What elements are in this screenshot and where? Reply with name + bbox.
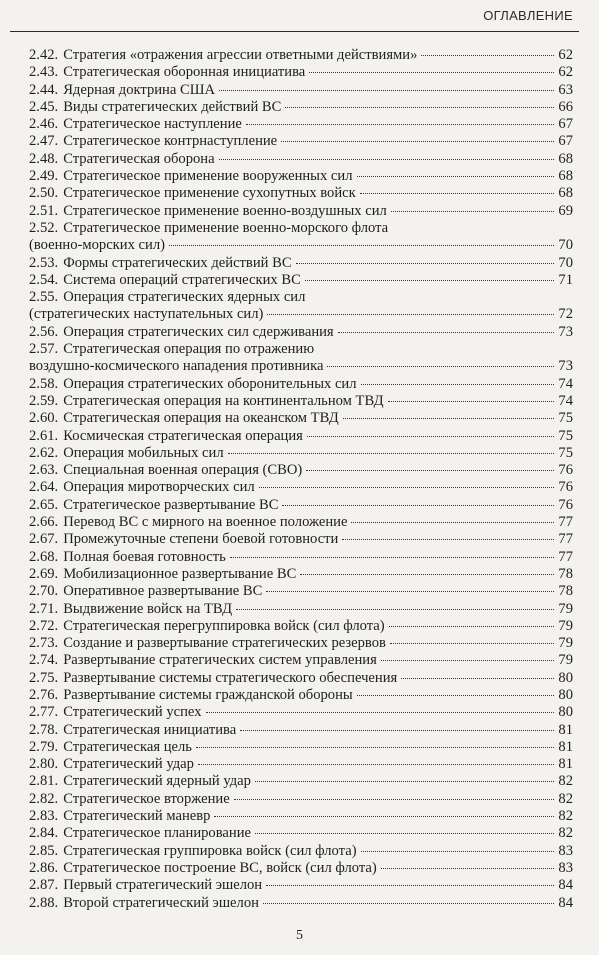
toc-entry-page: 73: [558, 323, 573, 340]
dot-leader: [357, 695, 554, 696]
toc-entry-page: 78: [558, 583, 573, 600]
toc-entry-number: 2.43.: [29, 64, 59, 81]
toc-entry-number: 2.71.: [29, 600, 59, 617]
toc-entry-number: 2.64.: [29, 479, 59, 496]
toc-entry-page: 77: [558, 548, 573, 565]
toc-entry-page: 80: [558, 686, 573, 703]
toc-entry-page: 66: [558, 98, 573, 115]
toc-entry: [29, 618, 573, 635]
dot-leader: [300, 574, 554, 575]
toc-entry: [29, 549, 573, 566]
toc-entry-title: Развертывание системы гражданской обороны: [63, 686, 353, 703]
toc-entry-title: Стратегический удар: [63, 756, 194, 773]
toc-entry-number: 2.61.: [29, 427, 59, 444]
dot-leader: [351, 522, 554, 523]
toc-entry-number: 2.45.: [29, 98, 59, 115]
toc-entry-page: 84: [558, 894, 573, 911]
dot-leader: [266, 591, 554, 592]
toc-entry-page: 78: [558, 565, 573, 582]
dot-leader: [228, 453, 554, 454]
toc-entry-title: Операция стратегических ядерных сил: [63, 289, 306, 306]
toc-entry-number: 2.54.: [29, 271, 59, 288]
toc-entry-page: 76: [558, 479, 573, 496]
toc-entry-number: 2.66.: [29, 514, 59, 531]
toc-entry: [29, 47, 573, 64]
toc-entry: [29, 255, 573, 272]
toc-entry: [29, 341, 573, 376]
dot-leader: [390, 643, 554, 644]
toc-entry-page: 71: [558, 271, 573, 288]
toc-entry-number: 2.85.: [29, 842, 59, 859]
dot-leader: [361, 384, 554, 385]
toc-entry: [29, 652, 573, 669]
toc-entry-page: 70: [558, 237, 573, 254]
toc-entry-page: 81: [558, 756, 573, 773]
toc-entry-number: 2.76.: [29, 686, 59, 703]
toc-entry-title: Оперативное развертывание ВС: [63, 583, 263, 600]
toc-entry: [29, 670, 573, 687]
toc-entry-page: 79: [558, 635, 573, 652]
toc-entry-title: Стратегический ядерный удар: [63, 773, 251, 790]
toc-entry: [29, 895, 573, 912]
dot-leader: [389, 626, 554, 627]
toc-entry-title: Стратегическая операция на континентальном ТВД: [63, 392, 384, 409]
toc-entry-page: 70: [558, 254, 573, 271]
toc-entry: [29, 583, 573, 600]
toc-entry-number: 2.60.: [29, 410, 59, 427]
toc-entry-page: 79: [558, 600, 573, 617]
dot-leader: [263, 903, 554, 904]
toc-entry: [29, 462, 573, 479]
toc-entry-title: Первый стратегический эшелон: [63, 877, 263, 894]
toc-entry-number: 2.75.: [29, 669, 59, 686]
dot-leader: [342, 539, 554, 540]
dot-leader: [296, 263, 554, 264]
dot-leader: [282, 505, 554, 506]
toc-entry: [29, 756, 573, 773]
toc-entry-title: Стратегическая перегруппировка войск (сил флота): [63, 617, 385, 634]
toc-entry-page: 74: [558, 375, 573, 392]
toc-entry: [29, 791, 573, 808]
toc-entry-title: Мобилизационное развертывание ВС: [63, 565, 297, 582]
toc-entry-title: Космическая стратегическая операция: [63, 427, 303, 444]
toc-entry-title: Стратегическое планирование: [63, 825, 251, 842]
toc-entry-number: 2.51.: [29, 202, 59, 219]
dot-leader: [240, 730, 554, 731]
toc-entry: [29, 289, 573, 324]
toc-entry-page: 77: [558, 531, 573, 548]
toc-entry-title: Операция стратегических оборонительных сил: [63, 375, 357, 392]
dot-leader: [360, 193, 554, 194]
toc-entry: [29, 133, 573, 150]
toc-entry-number: 2.49.: [29, 168, 59, 185]
dot-leader: [246, 124, 554, 125]
toc-entry-title-continued: (военно-морских сил): [29, 237, 165, 254]
toc-entry-page: 76: [558, 496, 573, 513]
toc-entry: [29, 566, 573, 583]
toc-entry-page: 67: [558, 116, 573, 133]
dot-leader: [343, 418, 554, 419]
toc-entry-page: 77: [558, 514, 573, 531]
toc-entry-number: 2.58.: [29, 375, 59, 392]
dot-leader: [236, 609, 554, 610]
dot-leader: [259, 487, 554, 488]
toc-entry: [29, 808, 573, 825]
toc-entry-number: 2.72.: [29, 617, 59, 634]
toc-entry: [29, 376, 573, 393]
toc-entry-number: 2.50.: [29, 185, 59, 202]
toc-entry-title: Стратегия «отражения агрессии ответными действиями»: [63, 47, 418, 63]
toc-entry-number: 2.78.: [29, 721, 59, 738]
dot-leader: [267, 314, 554, 315]
dot-leader: [309, 72, 554, 73]
toc-entry-page: 79: [558, 617, 573, 634]
toc-entry-page: 63: [558, 81, 573, 98]
table-of-contents: [29, 47, 573, 912]
toc-entry: [29, 272, 573, 289]
toc-entry-title: Операция миротворческих сил: [63, 479, 255, 496]
toc-entry-title: Стратегическая операция по отражению: [63, 341, 315, 358]
toc-entry-title: Ядерная доктрина США: [63, 81, 215, 98]
toc-entry-page: 82: [558, 808, 573, 825]
toc-entry-number: 2.81.: [29, 773, 59, 790]
toc-entry-page: 82: [558, 790, 573, 807]
dot-leader: [327, 366, 554, 367]
dot-leader: [306, 470, 554, 471]
toc-entry-number: 2.63.: [29, 462, 59, 479]
toc-entry-title: Полная боевая готовность: [63, 548, 226, 565]
toc-entry-title: Стратегическая оборона: [63, 150, 215, 167]
dot-leader: [381, 868, 554, 869]
toc-entry-page: 80: [558, 704, 573, 721]
toc-entry-page: 62: [558, 64, 573, 81]
toc-entry-number: 2.69.: [29, 565, 59, 582]
toc-entry-page: 81: [558, 721, 573, 738]
toc-entry: [29, 445, 573, 462]
dot-leader: [219, 90, 554, 91]
toc-entry: [29, 860, 573, 877]
toc-entry: [29, 185, 573, 202]
toc-entry-number: 2.88.: [29, 894, 59, 911]
toc-entry-page: 83: [558, 842, 573, 859]
dot-leader: [266, 885, 554, 886]
toc-entry: [29, 877, 573, 894]
dot-leader: [401, 678, 554, 679]
toc-entry-number: 2.74.: [29, 652, 59, 669]
toc-entry-number: 2.59.: [29, 392, 59, 409]
page-number: 5: [296, 928, 303, 943]
toc-entry-title: Стратегический маневр: [63, 808, 211, 825]
toc-entry: [29, 324, 573, 341]
toc-entry-title: Стратегическая инициатива: [63, 721, 237, 738]
dot-leader: [281, 141, 554, 142]
dot-leader: [206, 712, 554, 713]
toc-entry-page: 84: [558, 877, 573, 894]
toc-entry-page: 80: [558, 669, 573, 686]
toc-entry: [29, 151, 573, 168]
toc-entry-title: Стратегическая оборонная инициатива: [63, 64, 306, 81]
toc-entry-page: 82: [558, 773, 573, 790]
dot-leader: [255, 833, 554, 834]
toc-entry-page: 62: [558, 47, 573, 63]
toc-entry-title: Стратегическая операция на океанском ТВД: [63, 410, 339, 427]
toc-entry-title: Стратегическое развертывание ВС: [63, 496, 279, 513]
toc-entry-title: Операция мобильных сил: [63, 444, 224, 461]
dot-leader: [255, 781, 554, 782]
dot-leader: [285, 107, 554, 108]
toc-entry-title: Стратегический успех: [63, 704, 202, 721]
toc-entry-number: 2.77.: [29, 704, 59, 721]
toc-entry-title: Формы стратегических действий ВС: [63, 254, 292, 271]
toc-entry-title: Стратегическое применение сухопутных войск: [63, 185, 356, 202]
dot-leader: [196, 747, 554, 748]
toc-entry-number: 2.68.: [29, 548, 59, 565]
toc-entry: [29, 825, 573, 842]
toc-entry-number: 2.47.: [29, 133, 59, 150]
toc-entry-title: Промежуточные степени боевой готовности: [63, 531, 339, 548]
toc-entry: [29, 601, 573, 618]
toc-entry-title: Стратегическое применение вооруженных сил: [63, 168, 353, 185]
toc-entry-number: 2.44.: [29, 81, 59, 98]
toc-entry-title: Стратегическая группировка войск (сил флота): [63, 842, 357, 859]
toc-entry: [29, 843, 573, 860]
toc-entry: [29, 116, 573, 133]
toc-entry-title: Специальная военная операция (СВО): [63, 462, 303, 479]
header-rule: [10, 31, 579, 32]
dot-leader: [198, 764, 554, 765]
toc-entry: [29, 704, 573, 721]
toc-entry-page: 68: [558, 150, 573, 167]
toc-entry: [29, 168, 573, 185]
dot-leader: [307, 436, 554, 437]
toc-entry-number: 2.70.: [29, 583, 59, 600]
toc-entry-number: 2.84.: [29, 825, 59, 842]
toc-entry-number: 2.53.: [29, 254, 59, 271]
toc-entry-number: 2.48.: [29, 150, 59, 167]
toc-entry: [29, 479, 573, 496]
toc-entry: [29, 410, 573, 427]
toc-entry-title: Операция стратегических сил сдерживания: [63, 323, 334, 340]
toc-entry-page: 68: [558, 185, 573, 202]
dot-leader: [357, 176, 554, 177]
toc-entry-title: Стратегическое контрнаступление: [63, 133, 278, 150]
dot-leader: [214, 816, 554, 817]
toc-entry: [29, 687, 573, 704]
toc-entry-number: 2.73.: [29, 635, 59, 652]
toc-entry: [29, 739, 573, 756]
toc-entry: [29, 514, 573, 531]
toc-entry-number: 2.82.: [29, 790, 59, 807]
toc-entry-number: 2.65.: [29, 496, 59, 513]
toc-entry-title: Выдвижение войск на ТВД: [63, 600, 233, 617]
toc-entry-page: 74: [558, 392, 573, 409]
dot-leader: [305, 280, 554, 281]
toc-entry-number: 2.57.: [29, 341, 59, 358]
dot-leader: [219, 159, 554, 160]
toc-entry-number: 2.55.: [29, 289, 59, 306]
toc-entry-number: 2.42.: [29, 47, 59, 63]
toc-entry-number: 2.46.: [29, 116, 59, 133]
toc-entry: [29, 64, 573, 81]
toc-entry: [29, 722, 573, 739]
toc-entry: [29, 531, 573, 548]
dot-leader: [391, 211, 554, 212]
toc-entry: [29, 220, 573, 255]
dot-leader: [338, 332, 554, 333]
toc-entry-title: Создание и развертывание стратегических резервов: [63, 635, 386, 652]
toc-entry-page: 75: [558, 427, 573, 444]
toc-entry-page: 76: [558, 462, 573, 479]
toc-entry: [29, 497, 573, 514]
toc-entry-number: 2.56.: [29, 323, 59, 340]
toc-entry-number: 2.83.: [29, 808, 59, 825]
toc-entry: [29, 82, 573, 99]
toc-entry: [29, 428, 573, 445]
toc-entry-number: 2.62.: [29, 444, 59, 461]
dot-leader: [169, 245, 554, 246]
running-header: ОГЛАВЛЕНИЕ: [483, 8, 573, 23]
toc-entry-title: Виды стратегических действий ВС: [63, 98, 282, 115]
toc-entry-number: 2.80.: [29, 756, 59, 773]
dot-leader: [388, 401, 554, 402]
toc-entry-title: Стратегическое применение военно-морского флота: [63, 219, 389, 236]
toc-entry-page: 79: [558, 652, 573, 669]
toc-entry-title: Стратегическая цель: [63, 738, 192, 755]
toc-entry-number: 2.87.: [29, 877, 59, 894]
toc-entry-page: 83: [558, 859, 573, 876]
dot-leader: [230, 557, 554, 558]
toc-entry-page: 72: [558, 306, 573, 323]
dot-leader: [421, 55, 554, 56]
toc-entry-title: Развертывание системы стратегического обеспечения: [63, 669, 398, 686]
toc-entry-page: 69: [558, 202, 573, 219]
toc-entry-page: 82: [558, 825, 573, 842]
toc-entry-title: Второй стратегический эшелон: [63, 894, 259, 911]
dot-leader: [361, 851, 554, 852]
toc-entry: [29, 99, 573, 116]
toc-entry-page: 67: [558, 133, 573, 150]
toc-entry-title-continued: воздушно-космического нападения противника: [29, 358, 324, 375]
toc-entry-page: 75: [558, 410, 573, 427]
toc-entry-number: 2.52.: [29, 219, 59, 236]
toc-entry-page: 68: [558, 168, 573, 185]
toc-entry: [29, 393, 573, 410]
toc-entry-title: Стратегическое вторжение: [63, 790, 230, 807]
toc-entry: [29, 635, 573, 652]
dot-leader: [234, 799, 554, 800]
toc-entry-title: Стратегическое применение военно-воздушных сил: [63, 202, 387, 219]
toc-entry-number: 2.86.: [29, 859, 59, 876]
toc-entry-page: 75: [558, 444, 573, 461]
toc-entry-number: 2.67.: [29, 531, 59, 548]
toc-entry-title-continued: (стратегических наступательных сил): [29, 306, 264, 323]
toc-entry-number: 2.79.: [29, 738, 59, 755]
toc-entry-page: 81: [558, 738, 573, 755]
toc-entry-title: Перевод ВС с мирного на военное положение: [63, 514, 348, 531]
toc-entry-title: Стратегическое построение ВС, войск (сил флота): [63, 859, 377, 876]
toc-entry-page: 73: [558, 358, 573, 375]
toc-entry-title: Система операций стратегических ВС: [63, 271, 301, 288]
dot-leader: [381, 660, 554, 661]
toc-entry: [29, 203, 573, 220]
toc-entry-title: Развертывание стратегических систем управления: [63, 652, 377, 669]
toc-entry-title: Стратегическое наступление: [63, 116, 242, 133]
toc-entry: [29, 773, 573, 790]
